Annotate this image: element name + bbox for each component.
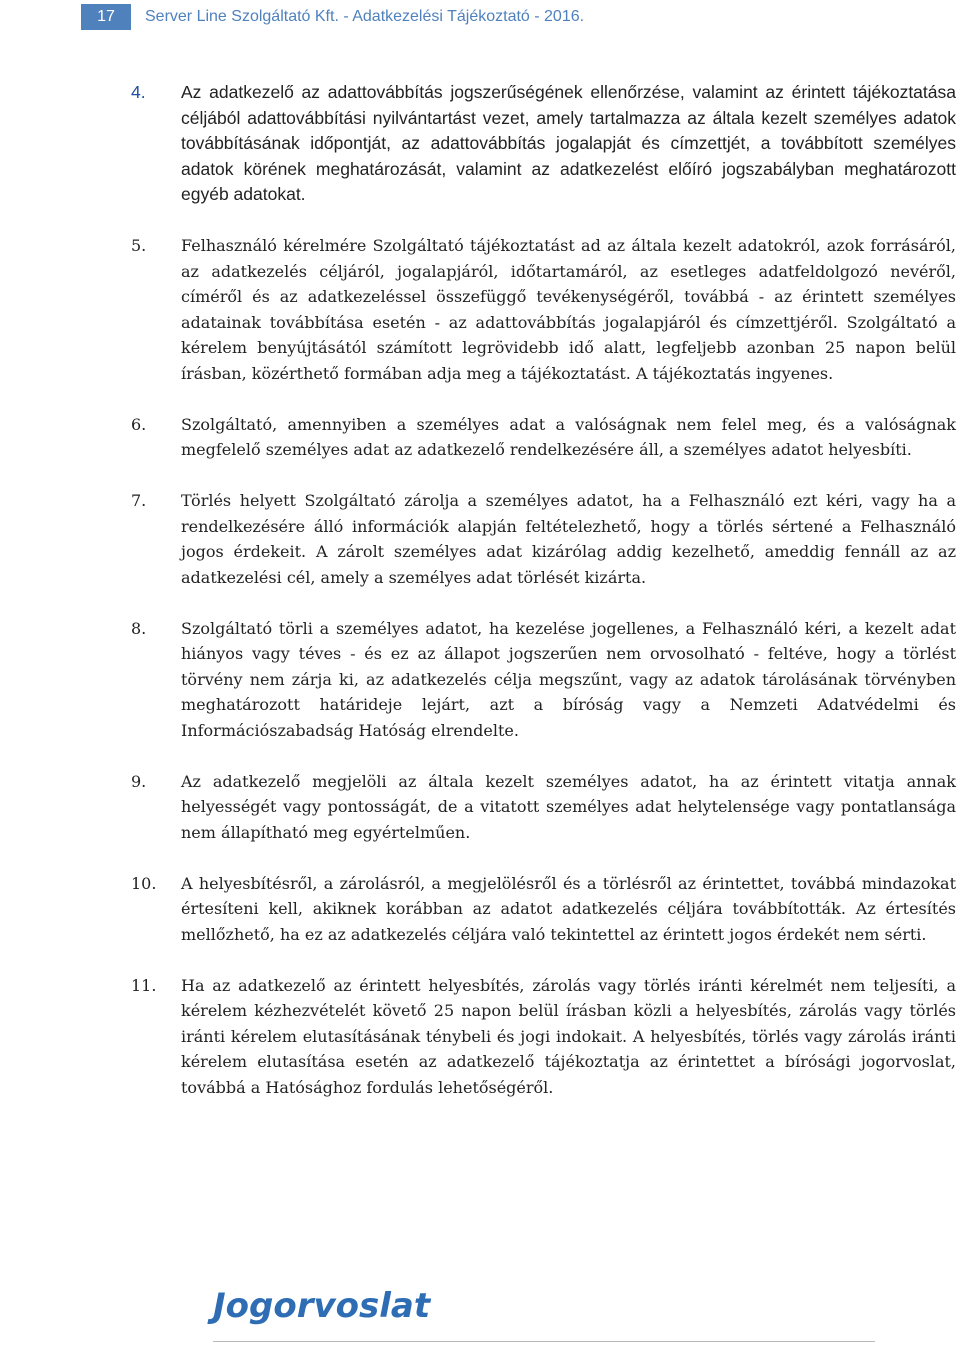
- list-item: [131, 871, 956, 948]
- page-number: 17: [81, 4, 131, 30]
- item-number: 10.: [131, 873, 157, 893]
- section-heading: Jogorvoslat: [213, 1286, 431, 1326]
- list-item: [131, 769, 956, 846]
- item-number: 5.: [131, 236, 147, 255]
- list-item: [131, 233, 956, 386]
- list-item: [131, 412, 956, 463]
- list-item: [131, 80, 956, 208]
- list-item: [131, 973, 956, 1101]
- document-title: Server Line Szolgáltató Kft. - Adatkezelési Tájékoztató - 2016.: [145, 8, 585, 25]
- item-text: Törlés helyett Szolgáltató zárolja a személyes adatot, ha a Felhasználó ezt kéri, vagy ha a rendelkezésére álló információk alapján feltételezhető, hogy a törlés sértené a Felhasználó jogos érdekeit. A zárolt személyes adat kizárólag addig kezelhető, ameddig fennáll az az adatkezelési cél, amely a személyes adat törlését kizárta.: [181, 491, 956, 587]
- page-header: [0, 0, 960, 32]
- list-item: [131, 488, 956, 590]
- item-number: 6.: [131, 414, 147, 434]
- numbered-list: [131, 80, 956, 1126]
- heading-underline: [213, 1341, 875, 1342]
- item-text: Szolgáltató, amennyiben a személyes adat a valóságnak nem felel meg, és a valóságnak megfelelő személyes adat az adatkezelő rendelkezésére áll, a személyes adatot helyesbíti.: [181, 414, 956, 459]
- item-number: 7.: [131, 491, 147, 510]
- item-text: A helyesbítésről, a zárolásról, a megjelölésről és a törlésről az érintettet, továbbá mindazokat értesíteni kell, akiknek korábban az adatot adatkezelés céljára továbbították. Az értesítés mellőzhető, ha ez az adatkezelés céljára való tekintettel az érintett jogos érdekét nem sérti.: [181, 873, 956, 944]
- item-number: 9.: [131, 771, 147, 791]
- item-number: 11.: [131, 975, 157, 995]
- item-text: Az adatkezelő megjelöli az általa kezelt személyes adatot, ha az érintett vitatja annak helyességét vagy pontosságát, de a vitatott személyes adat helytelensége vagy pontatlansága nem állapítható meg egyértelműen.: [181, 771, 956, 842]
- item-number: 4.: [131, 82, 146, 102]
- item-text: Felhasználó kérelmére Szolgáltató tájékoztatást ad az általa kezelt adatokról, azok forrásáról, az adatkezelés céljáról, jogalapjáról, időtartamáról, az esetleges adatfeldolgozó nevéről, címéről és az adatkezeléssel összefüggő tevékenységéről, továbbá - az érintett személyes adatainak továbbítása esetén - az adattovábbítás jogalapjáról és címzettjéről. Szolgáltató a kérelem benyújtásától számított legrövidebb idő alatt, legfeljebb azonban 25 napon belül írásban, közérthető formában adja meg a tájékoztatást. A tájékoztatás ingyenes.: [181, 236, 956, 383]
- item-text: Szolgáltató törli a személyes adatot, ha kezelése jogellenes, a Felhasználó kéri, a kezelt adat hiányos vagy téves - és ez az állapot jogszerűen nem orvosolható - feltéve, hogy a törlést törvény nem zárja ki, az adatkezelés célja megszűnt, vagy az adatok tárolásának törvényben meghatározott határideje lejárt, azt a bíróság vagy a Nemzeti Adatvédelmi és Információszabadság Hatóság elrendelte.: [181, 618, 956, 740]
- item-text: Ha az adatkezelő az érintett helyesbítés, zárolás vagy törlés iránti kérelmét nem teljesíti, a kérelem kézhezvételét követő 25 napon belül írásban közli a helyesbítés, zárolás vagy törlés iránti kérelem elutasításának ténybeli és jogi indokait. A helyesbítés, törlés vagy zárolás iránti kérelem elutasítása esetén az adatkezelő tájékoztatja az érintettet a bírósági jogorvoslat, továbbá a Hatósághoz fordulás lehetőségéről.: [181, 975, 956, 1097]
- item-text: Az adatkezelő az adattovábbítás jogszerűségének ellenőrzése, valamint az érintett tájékoztatása céljából adattovábbítási nyilvántartást vezet, amely tartalmazza az általa kezelt személyes adatok továbbításának időpontját, az adattovábbítás jogalapját és címzettjét, a továbbított személyes adatok körének meghatározását, valamint az adatkezelést előíró jogszabályban meghatározott egyéb adatokat.: [181, 82, 956, 204]
- item-number: 8.: [131, 618, 147, 638]
- list-item: [131, 616, 956, 744]
